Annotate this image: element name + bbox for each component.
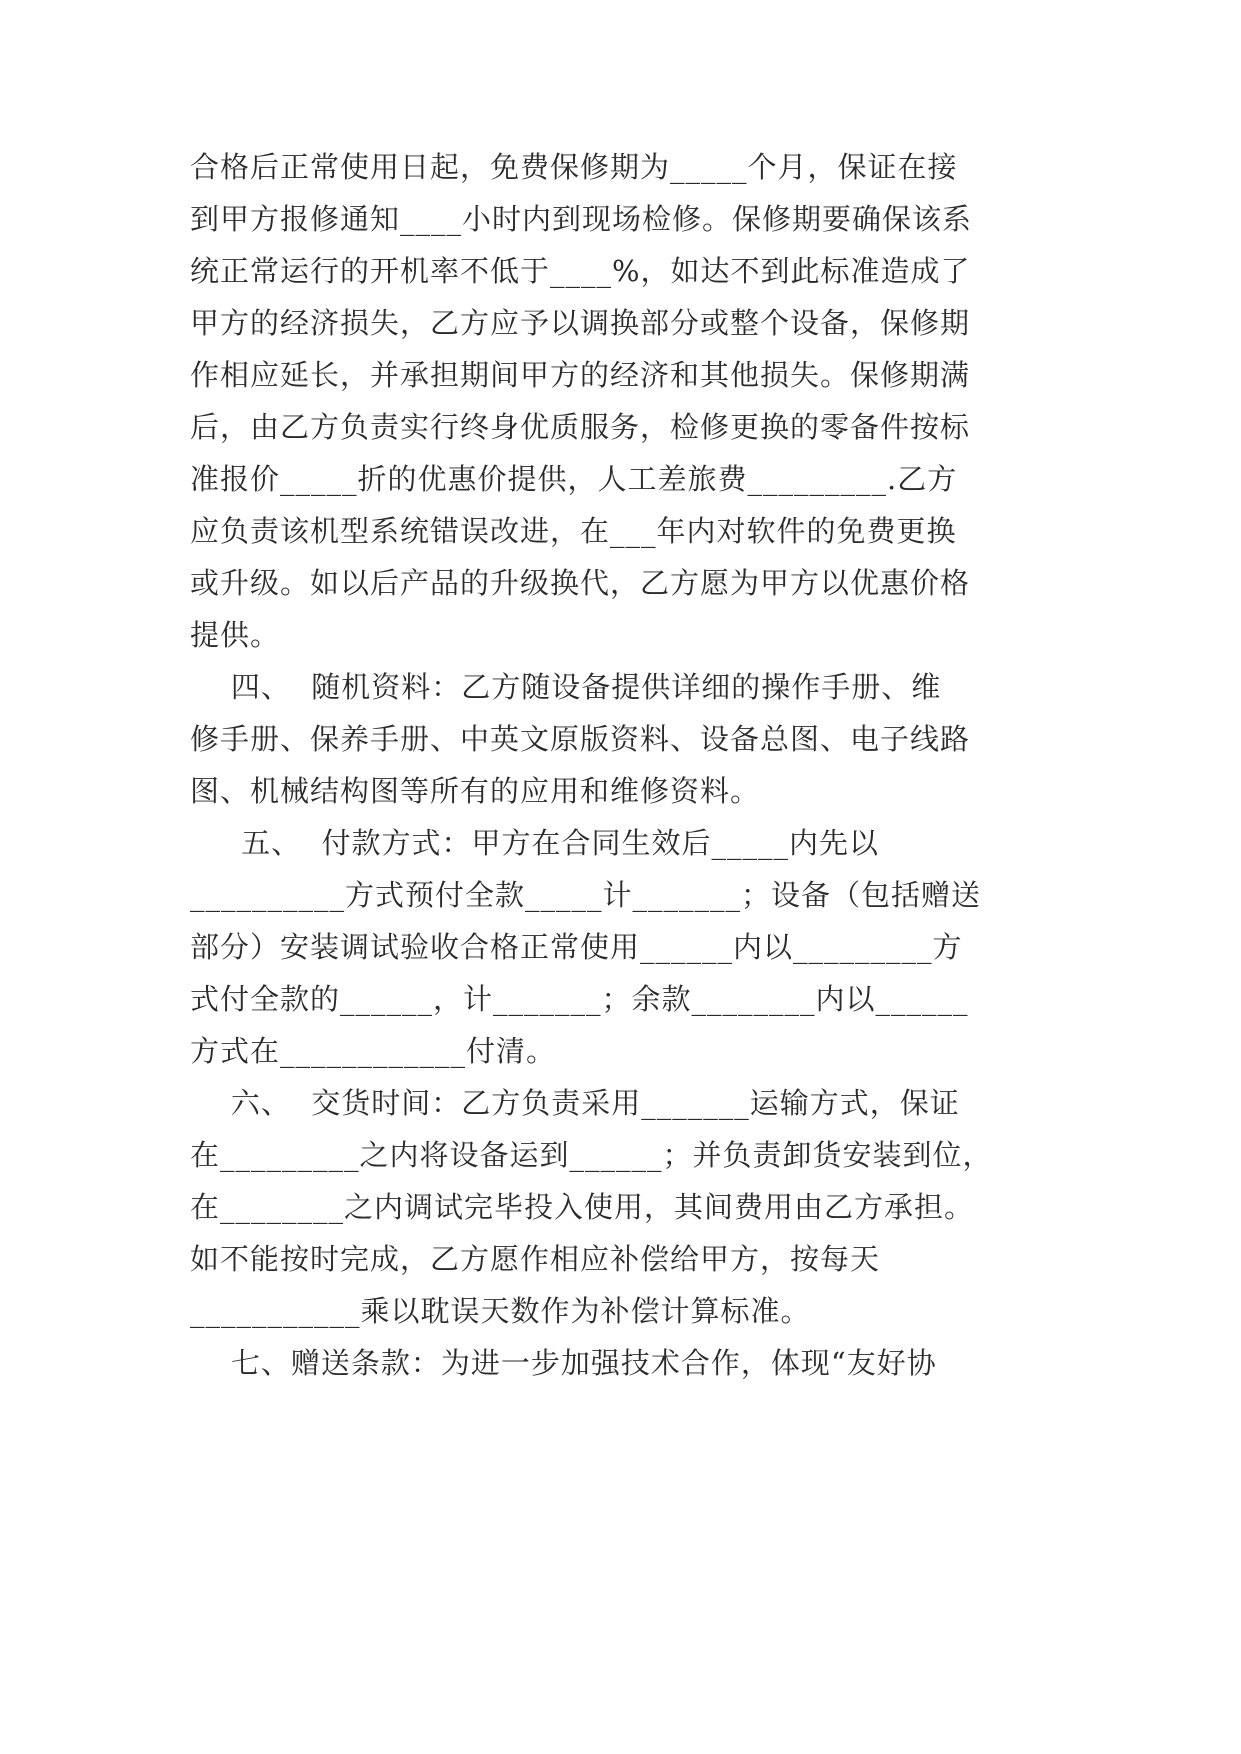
section-heading-line: 七、赠送条款：为进一步加强技术合作，体现“友好协 [190, 1346, 937, 1380]
paragraph-line: ___________乘以耽误天数作为补偿计算标准。 [190, 1294, 811, 1328]
paragraph-line: 图、机械结构图等所有的应用和维修资料。 [190, 774, 761, 808]
paragraph-line: 提供。 [190, 618, 281, 652]
paragraph-line: 甲方的经济损失，乙方应予以调换部分或整个设备，保修期 [190, 306, 971, 340]
paragraph-line: 作相应延长，并承担期间甲方的经济和其他损失。保修期满 [190, 358, 971, 392]
paragraph-line: 后，由乙方负责实行终身优质服务，检修更换的零备件按标 [190, 410, 971, 444]
paragraph-line: 准报价_____折的优惠价提供，人工差旅费_________.乙方 [190, 462, 958, 496]
section-heading-line: 四、 随机资料：乙方随设备提供详细的操作手册、维 [190, 670, 942, 704]
paragraph-line: 应负责该机型系统错误改进，在___年内对软件的免费更换 [190, 514, 957, 548]
section-heading-line: 五、 付款方式：甲方在合同生效后_____内先以 [190, 826, 880, 860]
paragraph-line: 到甲方报修通知____小时内到现场检修。保修期要确保该系 [190, 202, 973, 236]
paragraph-line: 修手册、保养手册、中英文原版资料、设备总图、电子线路 [190, 722, 971, 756]
paragraph-line: 式付全款的______，计_______；余款________内以______ [190, 982, 969, 1016]
section-heading-line: 六、 交货时间：乙方负责采用_______运输方式，保证 [190, 1086, 960, 1120]
paragraph-line: __________方式预付全款_____计_______；设备（包括赠送 [190, 878, 982, 912]
paragraph-line: 部分）安装调试验收合格正常使用______内以_________方 [190, 930, 963, 964]
paragraph-line: 如不能按时完成，乙方愿作相应补偿给甲方，按每天 [190, 1242, 881, 1276]
paragraph-line: 方式在____________付清。 [190, 1034, 557, 1068]
paragraph-line: 合格后正常使用日起，免费保修期为_____个月，保证在接 [190, 150, 958, 184]
paragraph-line: 统正常运行的开机率不低于____%，如达不到此标准造成了 [190, 254, 971, 288]
paragraph-line: 或升级。如以后产品的升级换代，乙方愿为甲方以优惠价格 [190, 566, 971, 600]
paragraph-line: 在________之内调试完毕投入使用，其间费用由乙方承担。 [190, 1190, 975, 1224]
paragraph-line: 在_________之内将设备运到______；并负责卸货安装到位， [190, 1138, 993, 1172]
